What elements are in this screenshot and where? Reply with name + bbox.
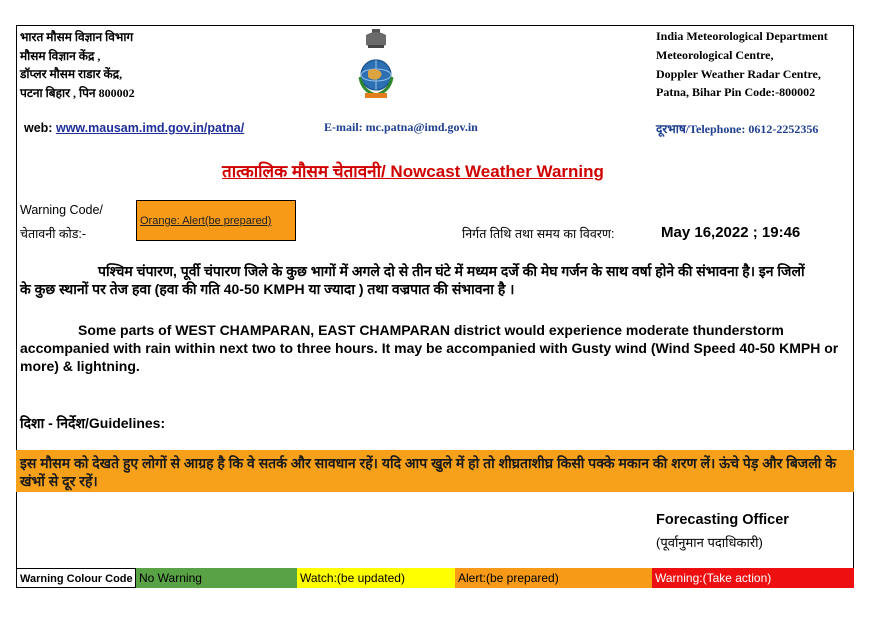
guidelines-label: दिशा - निर्देश/Guidelines: xyxy=(20,415,166,431)
warning-bulletin-frame xyxy=(16,25,854,588)
web-label: web: xyxy=(24,121,53,135)
issue-time-label: निर्गत तिथि तथा समय का विवरण: xyxy=(462,227,615,241)
telephone-text: दूरभाष/Telephone: 0612-2252356 xyxy=(656,122,819,136)
legend-alert: Alert:(be prepared) xyxy=(455,568,652,588)
national-emblem-icon xyxy=(354,27,398,101)
issue-time-value: May 16,2022 ; 19:46 xyxy=(661,224,801,241)
warning-code-label-hi: चेतावनी कोड:- xyxy=(20,227,87,241)
web-link[interactable]: www.mausam.imd.gov.in/patna/ xyxy=(55,121,245,135)
header-english-line-2: Meteorological Centre, xyxy=(656,48,774,62)
warning-code-value: Orange: Alert(be prepared) xyxy=(140,215,272,227)
header-hindi-line-1: भारत मौसम विज्ञान विभाग xyxy=(20,30,134,44)
warning-code-label-en: Warning Code/ xyxy=(20,203,103,217)
officer-title-en: Forecasting Officer xyxy=(656,512,789,528)
web-row xyxy=(24,121,244,135)
guidelines-text: इस मौसम को देखते हुए लोगों से आग्रह है कि वे सतर्क और सावधान रहें। यदि आप खुले में हो तो शीघ्रताशीघ्र किसी पक्के मकान की शरण लें। ऊंचे पेड़ और बिजली के खंभों से दूर रहें। xyxy=(20,455,836,489)
header-english-line-1: India Meteorological Department xyxy=(656,29,828,43)
legend-no-warning: No Warning xyxy=(136,568,297,588)
legend-label: Warning Colour Code xyxy=(16,568,136,588)
warning-code-box xyxy=(136,200,296,241)
header-english-line-3: Doppler Weather Radar Centre, xyxy=(656,67,821,81)
legend-warning: Warning:(Take action) xyxy=(652,568,854,588)
page-title: तात्कालिक मौसम चेतावनी/ Nowcast Weather Warning xyxy=(222,162,604,181)
message-hindi: पश्चिम चंपारण, पूर्वी चंपारण जिले के कुछ भागों में अगले दो से तीन घंटे में मध्यम दर्जे की मेघ गर्जन के साथ वर्षा होने की संभावना है। इन जिलों के कुछ स्थानों पर तेज हवा (हवा की गति 40-50 KMPH या ज्यादा ) तथा वज्रपात की संभावना है । xyxy=(20,263,805,297)
email-text: E-mail: mc.patna@imd.gov.in xyxy=(324,120,478,134)
message-english: Some parts of WEST CHAMPARAN, EAST CHAMPARAN district would experience moderate thunderstorm accompanied with rain within next two to three hours. It may be accompanied with Gusty wind (Wind Speed 40-50 KMPH or more) & lightning. xyxy=(20,322,839,374)
header-hindi-line-2: मौसम विज्ञान केंद्र , xyxy=(20,49,101,63)
header-hindi-line-3: डॉप्लर मौसम राडार केंद्र, xyxy=(20,67,123,81)
legend-watch: Watch:(be updated) xyxy=(297,568,455,588)
header-english-line-4: Patna, Bihar Pin Code:-800002 xyxy=(656,85,816,99)
header-hindi-line-4: पटना बिहार , पिन 800002 xyxy=(20,86,135,100)
officer-title-hi: (पूर्वानुमान पदाधिकारी) xyxy=(656,535,763,550)
